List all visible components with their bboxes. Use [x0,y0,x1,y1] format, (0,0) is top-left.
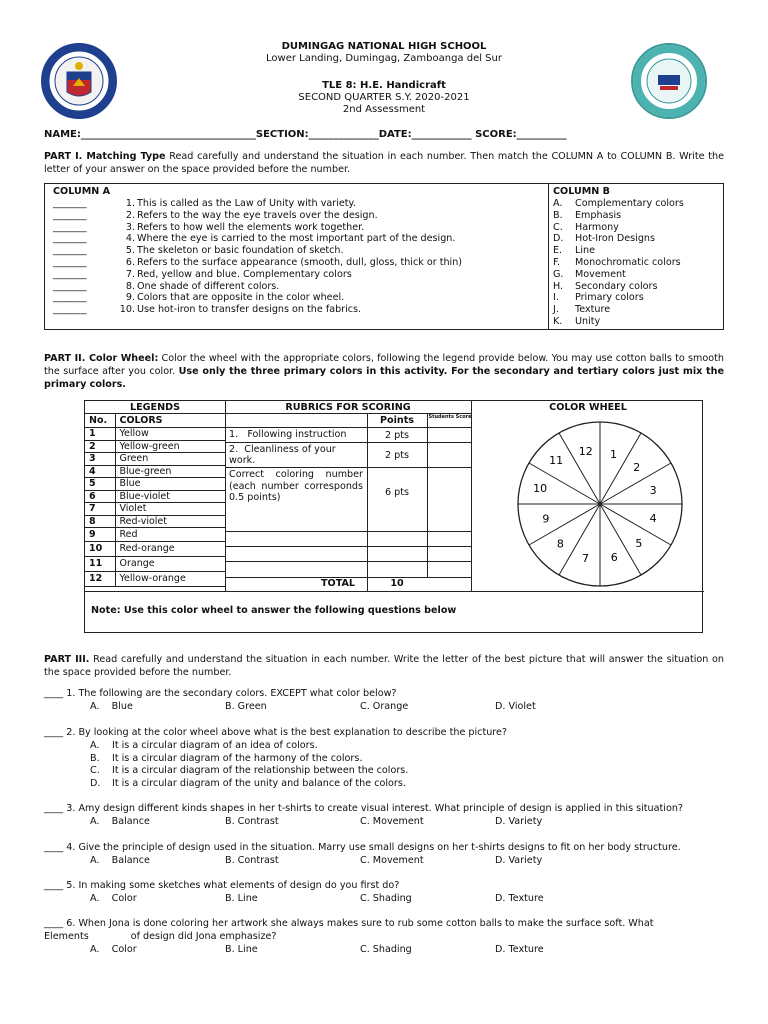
item-text: Line [575,245,595,257]
legend-number: 6 [85,490,115,503]
rubric-3-points: 6 pts [384,487,409,498]
wheel-divider [556,504,600,575]
column-b-item [553,316,723,328]
legend-row [85,478,226,491]
q4-option-b[interactable]: B. Contrast [225,855,279,866]
legend-color: Violet [115,503,226,516]
legend-color: Red-orange [115,541,226,556]
date-line[interactable]: ____________ [411,129,472,140]
part2-bold-text: Use only the three primary colors in this activity. For the secondary and tertiary colors just mix the primary colors. [44,366,724,390]
part2-instructions [44,352,724,391]
item-text: Primary colors [575,292,644,304]
legend-row [85,440,226,453]
q5-option-b[interactable]: B. Line [225,893,258,904]
points-header: Points [379,415,415,426]
legend-number: 2 [85,440,115,453]
item-letter: K. [553,315,563,327]
legend-number: 3 [85,453,115,466]
item-text: Secondary colors [575,280,658,292]
rubric-2-points: 2 pts [384,450,409,461]
q1-option-d[interactable]: D. Violet [495,701,536,712]
legend-row [85,465,226,478]
column-a-header: COLUMN A [53,186,111,197]
item-number: 8. [125,280,135,292]
item-text: Refers to the way the eye travels over the design. [137,209,378,221]
legend-color: Red-violet [115,515,226,528]
wheel-number: 3 [649,483,657,497]
question-6: ____ 6. When Jona is done coloring her artwork she always makes sure to rub some cotton balls to make the surface soft. What [44,918,654,929]
q5-option-c[interactable]: C. Shading [360,893,412,904]
legend-color: Blue-violet [115,490,226,503]
item-number: 5. [125,245,135,257]
item-letter: C. [553,221,563,233]
column-b-item [553,210,723,222]
column-a-item [53,292,543,304]
item-letter: F. [553,256,561,268]
answer-blank[interactable]: _______ [53,280,87,292]
date-label: DATE: [378,129,412,140]
item-text: Red, yellow and blue. Complementary colors [137,268,352,280]
legend-number: 10 [85,541,115,556]
legend-number: 5 [85,478,115,491]
item-number: 4. [125,233,135,245]
legend-number: 11 [85,556,115,571]
color-wheel-diagram [515,419,685,589]
item-letter: A. [553,198,563,209]
item-text: Colors that are opposite in the color wheel. [137,292,345,304]
item-letter: G. [553,268,564,280]
item-number: 10. [119,304,135,316]
q3-option-d[interactable]: D. Variety [495,816,543,827]
item-text: Movement [575,268,626,280]
q2-option[interactable]: C. It is a circular diagram of the relationship between the colors. [90,765,409,777]
rubric-3: Correct coloring number (each number corresponds 0.5 points) [229,469,363,503]
legend-table [85,413,226,587]
legend-row [85,428,226,441]
legend-number: 12 [85,571,115,586]
item-letter: J. [553,304,559,316]
item-text: Harmony [575,221,619,233]
wheel-number: 7 [582,552,590,566]
column-b-list [553,198,723,328]
part1-text: Read carefully and understand the situation in each number. Then match the COLUMN A to COLUMN B. Write the letter of your answer on the space provided before the number. [44,151,724,175]
column-a-item [53,222,543,234]
legend-color: Yellow-orange [115,571,226,586]
wheel-number: 8 [556,537,564,551]
rubrics-table [225,413,472,591]
q6-option-d[interactable]: D. Texture [495,944,544,955]
answer-blank[interactable]: _______ [53,198,87,209]
column-a-item [53,257,543,269]
rubric-1: 1. Following instruction [229,429,347,440]
column-b-item [553,269,723,281]
wheel-number: 9 [542,512,550,526]
column-a-item [53,269,543,281]
column-b-item [553,245,723,257]
part1-title: PART I. Matching Type [44,151,166,162]
legend-number: 7 [85,503,115,516]
q2-option[interactable]: A. It is a circular diagram of an idea of colors. [90,740,318,751]
q1-option-b[interactable]: B. Green [225,701,267,712]
column-b-item [553,198,723,210]
item-text: Unity [575,315,601,327]
color-wheel-note: Note: Use this color wheel to answer the following questions below [91,605,457,616]
legend-color: Blue [115,478,226,491]
q6-option-c[interactable]: C. Shading [360,944,412,955]
part1-instructions [44,151,724,176]
legend-row [85,556,226,571]
part3-instructions [44,654,724,679]
legend-row [85,571,226,586]
q5-option-a[interactable]: A. Color [90,893,137,904]
answer-blank[interactable]: _______ [53,245,87,257]
column-b-item [553,257,723,269]
wheel-number: 1 [609,447,617,461]
wheel-number: 5 [635,536,643,550]
quarter-title: SECOND QUARTER S.Y. 2020-2021 [298,92,470,103]
column-a-item [53,281,543,293]
answer-blank[interactable]: _______ [53,221,87,233]
item-text: Monochromatic colors [575,256,681,268]
column-b-item [553,281,723,293]
name-line[interactable]: ___________________________________ [80,129,256,140]
item-text: One shade of different colors. [137,280,280,292]
question-6-line2: Elements of design did Jona emphasize? [44,931,277,942]
wheel-number: 4 [649,512,657,526]
column-a-item [53,198,543,210]
section-line[interactable]: ______________ [308,129,379,140]
legend-color: Green [115,453,226,466]
item-text: Texture [575,304,611,316]
legend-row [85,515,226,528]
colors-header: COLORS [115,414,226,428]
item-letter: H. [553,280,564,292]
section-label: SECTION: [255,129,309,140]
answer-blank[interactable]: _______ [53,268,87,280]
legend-number: 4 [85,465,115,478]
item-text: Complementary colors [575,198,684,209]
color-wheel-section [84,400,703,633]
answer-blank[interactable]: _______ [53,292,87,304]
item-text: Hot-Iron Designs [575,233,655,245]
color-wheel-header: COLOR WHEEL [549,402,627,413]
student-info-fields [44,129,567,140]
q2-option[interactable]: B. It is a circular diagram of the harmony of the colors. [90,752,363,764]
q4-option-c[interactable]: C. Movement [360,855,424,866]
school-address: Lower Landing, Dumingag, Zamboanga del Sur [266,53,502,64]
part3-text: Read carefully and understand the situation in each number. Write the letter of the best picture that will answer the situation on the space provided before the number. [44,654,724,678]
students-score-header: Students Score [428,414,472,420]
answer-blank[interactable]: _______ [53,304,87,316]
part2-text: Color the wheel with the appropriate colors, following the legend provide below. You may use cotton balls to smooth the surface after you color. [44,353,724,377]
legend-number: 8 [85,515,115,528]
q4-option-a[interactable]: A. Balance [90,855,150,866]
item-text: Use hot-iron to transfer designs on the fabrics. [137,304,362,316]
wheel-number: 6 [610,551,618,565]
q6-option-a[interactable]: A. Color [90,944,137,955]
legend-row [85,528,226,542]
column-b-item [553,222,723,234]
q3-option-b[interactable]: B. Contrast [225,816,279,827]
legend-row [85,453,226,466]
question-3: ____ 3. Amy design different kinds shapes in her t-shirts to create visual interest. What principle of design is applied in this situation? [44,803,683,814]
column-b-item [553,292,723,304]
legend-color: Red [115,528,226,542]
q1-option-a[interactable]: A. Blue [90,701,133,712]
wheel-number: 2 [633,461,641,475]
wheel-divider [559,433,600,504]
wheel-number: 11 [549,454,564,468]
question-5: ____ 5. In making some sketches what elements of design do you first do? [44,880,400,891]
assessment-title: 2nd Assessment [342,104,426,115]
total-label: TOTAL [321,578,356,589]
item-text: Refers to how well the elements work together. [137,221,365,233]
score-line[interactable]: __________ [516,129,567,140]
item-text: This is called as the Law of Unity with variety. [137,198,356,209]
part2-title: PART II. Color Wheel: [44,353,159,364]
item-letter: I. [553,292,559,304]
answer-blank[interactable]: _______ [53,209,87,221]
column-a-item [53,210,543,222]
item-number: 6. [125,256,135,268]
column-b-item [553,304,723,316]
question-4: ____ 4. Give the principle of design used in the situation. Marry use small designs on her t-shirts designs to fit on her body structure. [44,842,681,853]
rubrics-header: RUBRICS FOR SCORING [285,402,411,413]
matching-table [44,183,724,330]
item-text: The skeleton or basic foundation of sketch. [137,245,344,257]
q3-option-c[interactable]: C. Movement [360,816,424,827]
q1-option-c[interactable]: C. Orange [360,701,409,712]
legend-color: Orange [115,556,226,571]
wheel-divider [529,504,600,545]
column-a-item [53,233,543,245]
item-number: 9. [125,292,135,304]
item-number: 2. [125,209,135,221]
school-name: DUMINGAG NATIONAL HIGH SCHOOL [281,41,487,52]
column-b-item [553,233,723,245]
wheel-number: 12 [578,444,593,458]
item-text: Refers to the surface appearance (smooth, dull, gloss, thick or thin) [137,256,463,268]
rubric-2: 2. Cleanliness of your work. [229,444,336,466]
legend-color: Blue-green [115,465,226,478]
q3-option-a[interactable]: A. Balance [90,816,150,827]
item-text: Where the eye is carried to the most important part of the design. [137,233,456,245]
q2-option[interactable]: D. It is a circular diagram of the unity and balance of the colors. [90,777,406,789]
no-header: No. [85,414,115,428]
column-a-item [53,245,543,257]
question-2: ____ 2. By looking at the color wheel above what is the best explanation to describe the picture? [44,727,508,738]
item-letter: E. [553,245,563,257]
total-value: 10 [390,578,404,589]
name-label: NAME: [44,129,81,140]
subject-title: TLE 8: H.E. Handicraft [322,80,446,91]
column-b-header: COLUMN B [553,186,610,197]
q2-options [90,740,490,790]
answer-blank[interactable]: _______ [53,256,87,268]
q5-option-d[interactable]: D. Texture [495,893,544,904]
part3-title: PART III. [44,654,90,665]
item-number: 1. [125,198,135,209]
legend-row [85,541,226,556]
item-text: Emphasis [575,209,622,221]
column-a-list [53,198,543,316]
answer-blank[interactable]: _______ [53,233,87,245]
item-letter: D. [553,233,564,245]
item-number: 7. [125,268,135,280]
item-number: 3. [125,221,135,233]
q4-option-d[interactable]: D. Variety [495,855,543,866]
item-letter: B. [553,209,563,221]
legend-number: 9 [85,528,115,542]
legends-header: LEGENDS [130,402,180,413]
legend-color: Yellow-green [115,440,226,453]
question-1: ____ 1. The following are the secondary colors. EXCEPT what color below? [44,688,397,699]
legend-color: Yellow [115,428,226,441]
wheel-number: 10 [533,481,548,495]
rubric-1-points: 2 pts [384,430,409,441]
column-a-item [53,304,543,316]
legend-number: 1 [85,428,115,441]
legend-row [85,503,226,516]
q6-option-b[interactable]: B. Line [225,944,258,955]
score-label: SCORE: [475,129,517,140]
legend-row [85,490,226,503]
